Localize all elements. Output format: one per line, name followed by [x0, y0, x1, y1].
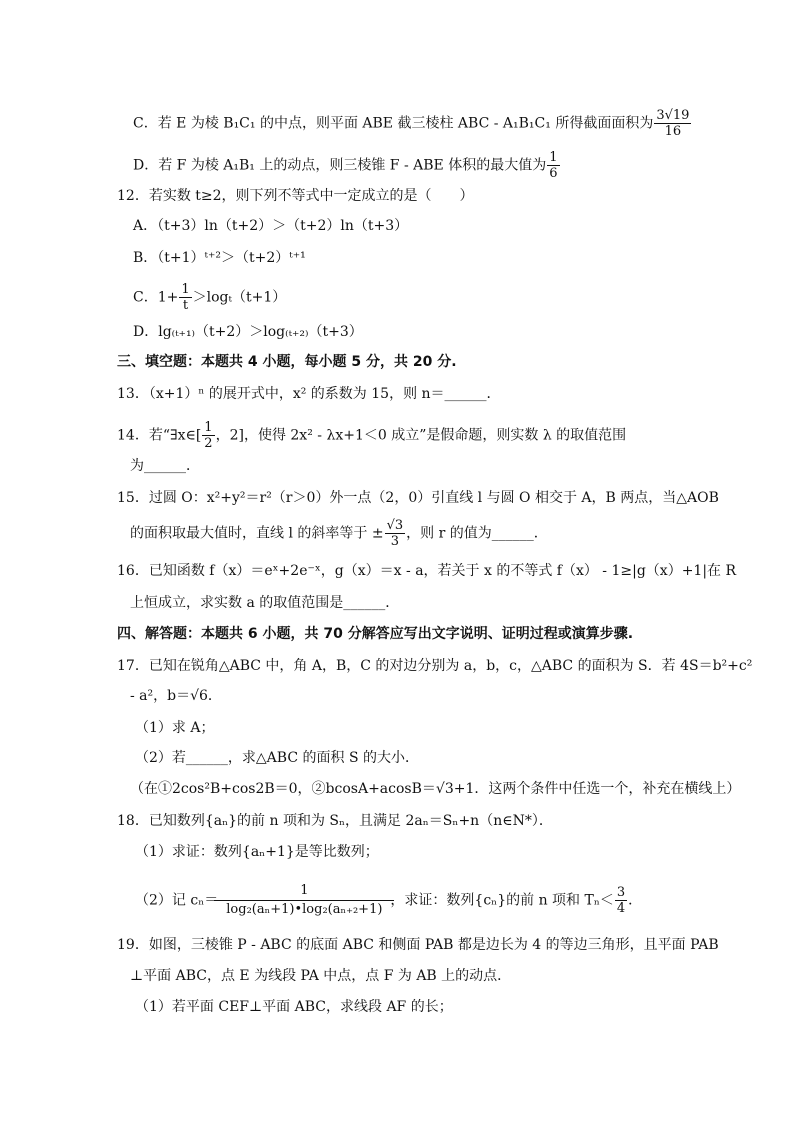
q11d-fraction: [547, 150, 559, 181]
q18-bound-fraction: [615, 885, 627, 916]
q12-option-c: [133, 282, 286, 313]
q18-post: ，求证：数列{cₙ}的前 n 项和 Tₙ＜: [390, 892, 614, 909]
q17: 17．已知在锐角△ABC 中，角 A，B，C 的对边分别为 a，b，c，△ABC 的面积为 S．若 4S＝b²+c²: [117, 658, 753, 674]
q11c-fraction: [654, 108, 691, 139]
q18-pre: （2）记 cₙ＝: [135, 892, 219, 909]
q11c-denominator: 16: [664, 124, 682, 139]
q16-line2: 上恒成立，求实数 a 的取值范围是______．: [130, 595, 400, 611]
q19-part1: （1）若平面 CEF⊥平面 ABC，求线段 AF 的长；: [135, 999, 453, 1015]
q14-line2: 为______．: [130, 458, 200, 474]
q12-stem: 12．若实数 t≥2，则下列不等式中一定成立的是（ ）: [117, 188, 474, 204]
q18-bound-numerator: 3: [616, 885, 626, 900]
q12-option-a: A．（t+3）ln（t+2）＞（t+2）ln（t+3）: [133, 218, 409, 234]
q11d-text: D．若 F 为棱 A₁B₁ 上的动点，则三棱锥 F - ABE 体积的最大值为: [133, 157, 547, 174]
q15-post: ，则 r 的值为______．: [406, 525, 548, 542]
q12c-post: ＞logₜ（t+1）: [192, 289, 287, 306]
q13: 13．（x+1）ⁿ 的展开式中，x² 的系数为 15，则 n＝______．: [117, 386, 501, 402]
q18-fraction: [220, 882, 388, 919]
q11c-numerator: 3√19: [656, 108, 690, 123]
q18-denominator: log₂(aₙ+1)•log₂(aₙ₊₂+1): [226, 902, 383, 917]
q14-post: ，2]，使得 2x² - λx+1＜0 成立”是假命题，则实数 λ 的取值范围: [215, 427, 627, 444]
q12-option-b: B．（t+1）ᵗ⁺²＞（t+2）ᵗ⁺¹: [133, 250, 306, 266]
q16: 16．已知函数 f（x）＝eˣ+2e⁻ˣ，g（x）＝x - a，若关于 x 的不等式 f（x） - 1≥|g（x）+1|在 R: [117, 563, 737, 579]
q11d-denominator: 6: [549, 166, 558, 181]
q18-numerator: 1: [214, 882, 394, 901]
q12c-numerator: 1: [181, 282, 190, 297]
q14: [117, 420, 626, 451]
q15-line2: [130, 518, 548, 549]
q15: 15．过圆 O：x²+y²＝r²（r＞0）外一点（2，0）引直线 l 与圆 O 相交于 A，B 两点，当△AOB: [117, 490, 719, 506]
q15-fraction: [385, 518, 406, 549]
q17-line2: - a²，b＝√6．: [130, 688, 222, 704]
q15-pre: 的面积取最大值时，直线 l 的斜率等于 ±: [130, 525, 384, 542]
q12c-fraction: [179, 282, 191, 313]
q11-option-d: [133, 150, 561, 181]
q18: 18．已知数列{aₙ}的前 n 项和为 Sₙ，且满足 2aₙ＝Sₙ+n（n∈N*）．: [117, 813, 553, 829]
q15-numerator: √3: [386, 518, 404, 533]
q18-bound-denominator: 4: [616, 901, 626, 916]
q11-option-c: [133, 108, 692, 139]
q19: 19．如图，三棱锥 P - ABC 的底面 ABC 和侧面 PAB 都是边长为 4 的等边三角形，且平面 PAB: [117, 937, 719, 953]
q18-part2: [135, 882, 642, 919]
q17-part1: （1）求 A；: [135, 720, 215, 736]
q12c-pre: C．1+: [133, 289, 179, 306]
section-4-heading: 四、解答题：本题共 6 小题，共 70 分解答应写出文字说明、证明过程或演算步骤.: [117, 626, 634, 642]
q14-fraction: [202, 420, 214, 451]
q19-line2: ⊥平面 ABC，点 E 为线段 PA 中点，点 F 为 AB 上的动点．: [130, 968, 512, 984]
q14-numerator: 1: [204, 420, 213, 435]
q11c-text: C．若 E 为棱 B₁C₁ 的中点，则平面 ABE 截三棱柱 ABC - A₁B₁C₁ 所得截面面积为: [133, 115, 654, 132]
q14-pre: 14．若“∃x∈[: [117, 427, 202, 444]
q14-denominator: 2: [204, 436, 213, 451]
q18-end: ．: [628, 892, 643, 909]
q12-option-d: D．lg₍ₜ₊₁₎（t+2）＞log₍ₜ₊₂₎（t+3）: [133, 324, 363, 340]
q17-conditions: （在①2cos²B+cos2B＝0，②bcosA+acosB＝√3+1．这两个条件中任选一个，补充在横线上）: [130, 781, 741, 797]
q11d-numerator: 1: [549, 150, 558, 165]
q15-denominator: 3: [390, 534, 399, 549]
section-3-heading: 三、填空题：本题共 4 小题，每小题 5 分，共 20 分.: [117, 354, 457, 370]
q18-part1: （1）求证：数列{aₙ+1}是等比数列；: [135, 844, 379, 860]
q17-part2: （2）若______，求△ABC 的面积 S 的大小．: [135, 750, 419, 766]
q12c-denominator: t: [182, 298, 189, 313]
